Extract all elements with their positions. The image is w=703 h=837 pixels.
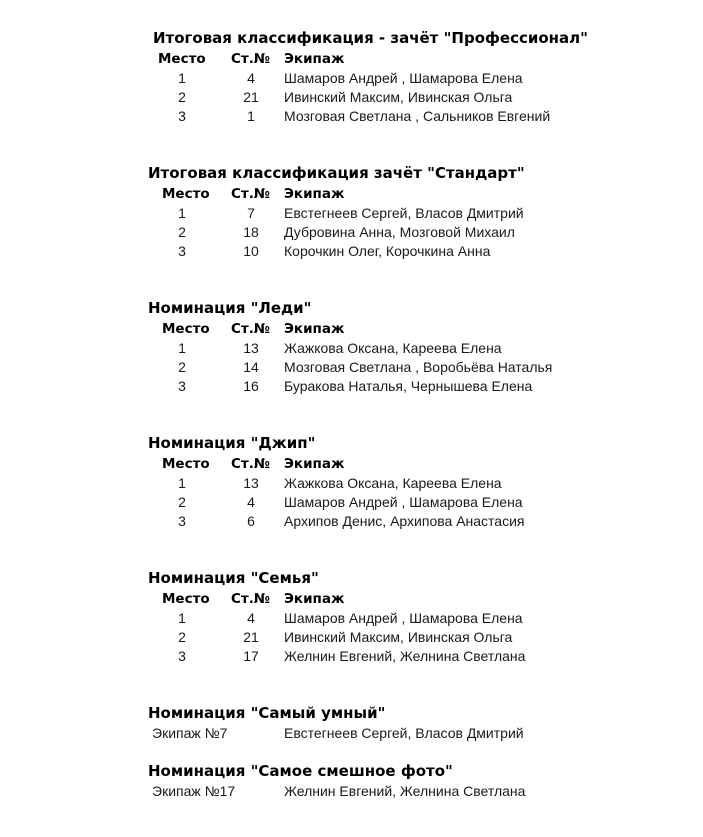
row-number: 21 — [243, 89, 259, 105]
row-place: 2 — [178, 224, 186, 240]
section-title-family: Номинация "Семья" — [148, 569, 319, 587]
row-place: 3 — [178, 513, 186, 529]
row-place: 2 — [178, 494, 186, 510]
row-crew: Шамаров Андрей , Шамарова Елена — [284, 70, 523, 86]
row-crew: Корочкин Олег, Корочкина Анна — [284, 243, 491, 259]
row-crew: Мозговая Светлана , Сальников Евгений — [284, 108, 551, 124]
header-crew: Экипаж — [284, 51, 345, 67]
row-number: 7 — [247, 205, 255, 221]
row-place: 3 — [178, 108, 186, 124]
header-place: Место — [162, 591, 210, 607]
special-crew-names: Евстегнеев Сергей, Власов Дмитрий — [284, 725, 524, 741]
row-number: 21 — [243, 629, 259, 645]
header-number: Ст.№ — [231, 321, 271, 337]
row-crew: Ивинский Максим, Ивинская Ольга — [284, 89, 513, 105]
header-place: Место — [162, 456, 210, 472]
row-place: 1 — [178, 610, 186, 626]
row-place: 2 — [178, 89, 186, 105]
row-number: 4 — [247, 70, 255, 86]
header-place: Место — [162, 321, 210, 337]
row-crew: Архипов Денис, Архипова Анастасия — [284, 513, 525, 529]
row-place: 1 — [178, 475, 186, 491]
row-number: 17 — [243, 648, 259, 664]
row-place: 3 — [178, 243, 186, 259]
row-number: 18 — [243, 224, 259, 240]
section-title-standard: Итоговая классификация зачёт "Стандарт" — [148, 164, 525, 182]
header-crew: Экипаж — [284, 456, 345, 472]
row-crew: Дубровина Анна, Мозговой Михаил — [284, 224, 515, 240]
section-title-professional: Итоговая классификация - зачёт "Профессионал" — [153, 29, 588, 47]
row-place: 3 — [178, 648, 186, 664]
row-number: 1 — [247, 108, 255, 124]
row-place: 3 — [178, 378, 186, 394]
row-number: 4 — [247, 494, 255, 510]
row-place: 1 — [178, 205, 186, 221]
row-crew: Мозговая Светлана , Воробьёва Наталья — [284, 359, 553, 375]
row-crew: Шамаров Андрей , Шамарова Елена — [284, 610, 523, 626]
row-place: 1 — [178, 70, 186, 86]
row-crew: Буракова Наталья, Чернышева Елена — [284, 378, 533, 394]
header-number: Ст.№ — [231, 456, 271, 472]
section-title-smartest: Номинация "Самый умный" — [148, 704, 386, 722]
row-number: 13 — [243, 340, 259, 356]
row-crew: Жажкова Оксана, Кареева Елена — [284, 340, 502, 356]
row-number: 13 — [243, 475, 259, 491]
row-number: 16 — [243, 378, 259, 394]
row-number: 4 — [247, 610, 255, 626]
row-crew: Ивинский Максим, Ивинская Ольга — [284, 629, 513, 645]
section-title-funniest-photo: Номинация "Самое смешное фото" — [148, 762, 453, 780]
row-number: 6 — [247, 513, 255, 529]
header-crew: Экипаж — [284, 321, 345, 337]
header-crew: Экипаж — [284, 591, 345, 607]
header-number: Ст.№ — [231, 51, 271, 67]
row-place: 2 — [178, 629, 186, 645]
row-number: 10 — [243, 243, 259, 259]
row-number: 14 — [243, 359, 259, 375]
row-crew: Шамаров Андрей , Шамарова Елена — [284, 494, 523, 510]
header-number: Ст.№ — [231, 591, 271, 607]
row-crew: Желнин Евгений, Желнина Светлана — [284, 648, 526, 664]
row-crew: Жажкова Оксана, Кареева Елена — [284, 475, 502, 491]
header-place: Место — [158, 51, 206, 67]
header-crew: Экипаж — [284, 186, 345, 202]
row-place: 2 — [178, 359, 186, 375]
special-crew-label: Экипаж №7 — [152, 725, 228, 741]
row-crew: Евстегнеев Сергей, Власов Дмитрий — [284, 205, 524, 221]
special-crew-names: Желнин Евгений, Желнина Светлана — [284, 783, 526, 799]
section-title-ladies: Номинация "Леди" — [148, 299, 312, 317]
header-number: Ст.№ — [231, 186, 271, 202]
header-place: Место — [162, 186, 210, 202]
section-title-jeep: Номинация "Джип" — [148, 434, 316, 452]
row-place: 1 — [178, 340, 186, 356]
special-crew-label: Экипаж №17 — [152, 783, 236, 799]
